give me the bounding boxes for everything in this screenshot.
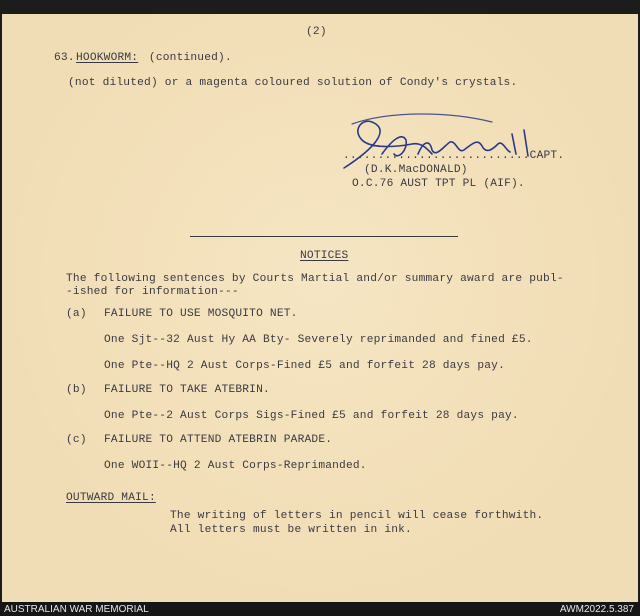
- item-c-line-1: One WOII--HQ 2 Aust Corps-Reprimanded.: [104, 460, 367, 472]
- signatory-unit: O.C.76 AUST TPT PL (AIF).: [352, 178, 525, 190]
- outward-mail-label: OUTWARD MAIL:: [66, 492, 156, 504]
- item-b-heading: FAILURE TO TAKE ATEBRIN.: [104, 384, 270, 396]
- outward-mail-line-2: All letters must be written in ink.: [170, 524, 412, 536]
- item-b-label: (b): [66, 384, 87, 396]
- item-c-heading: FAILURE TO ATTEND ATEBRIN PARADE.: [104, 434, 333, 446]
- item-a-label: (a): [66, 308, 87, 320]
- page-number: (2): [306, 26, 327, 38]
- signatory-name: (D.K.MacDONALD): [364, 164, 468, 176]
- item-a-heading: FAILURE TO USE MOSQUITO NET.: [104, 308, 298, 320]
- item-c-label: (c): [66, 434, 87, 446]
- document-page: [2, 14, 638, 602]
- item-a-line-1: One Sjt--32 Aust Hy AA Bty- Severely reprimanded and fined £5.: [104, 334, 533, 346]
- notices-title: NOTICES: [300, 250, 349, 262]
- section-63-continued: (continued).: [142, 52, 232, 64]
- item-b-line-1: One Pte--2 Aust Corps Sigs-Fined £5 and forfeit 28 days pay.: [104, 410, 519, 422]
- notices-intro-line-2: -ished for information---: [66, 286, 239, 298]
- outward-mail-line-1: The writing of letters in pencil will cease forthwith.: [170, 510, 544, 522]
- divider-rule: [190, 236, 458, 237]
- footer-accession-number: AWM2022.5.387: [559, 604, 634, 615]
- notices-intro-line-1: The following sentences by Courts Martial and/or summary award are publ-: [66, 273, 564, 285]
- section-63-heading: HOOKWORM:: [76, 52, 139, 64]
- section-63-text: (not diluted) or a magenta coloured solution of Condy's crystals.: [68, 77, 518, 89]
- footer-credit: AUSTRALIAN WAR MEMORIAL: [4, 604, 149, 615]
- section-63-number: 63.: [54, 52, 75, 64]
- item-a-line-2: One Pte--HQ 2 Aust Corps-Fined £5 and forfeit 28 days pay.: [104, 360, 505, 372]
- signature-dots-capt: ...........................CAPT.: [343, 150, 565, 162]
